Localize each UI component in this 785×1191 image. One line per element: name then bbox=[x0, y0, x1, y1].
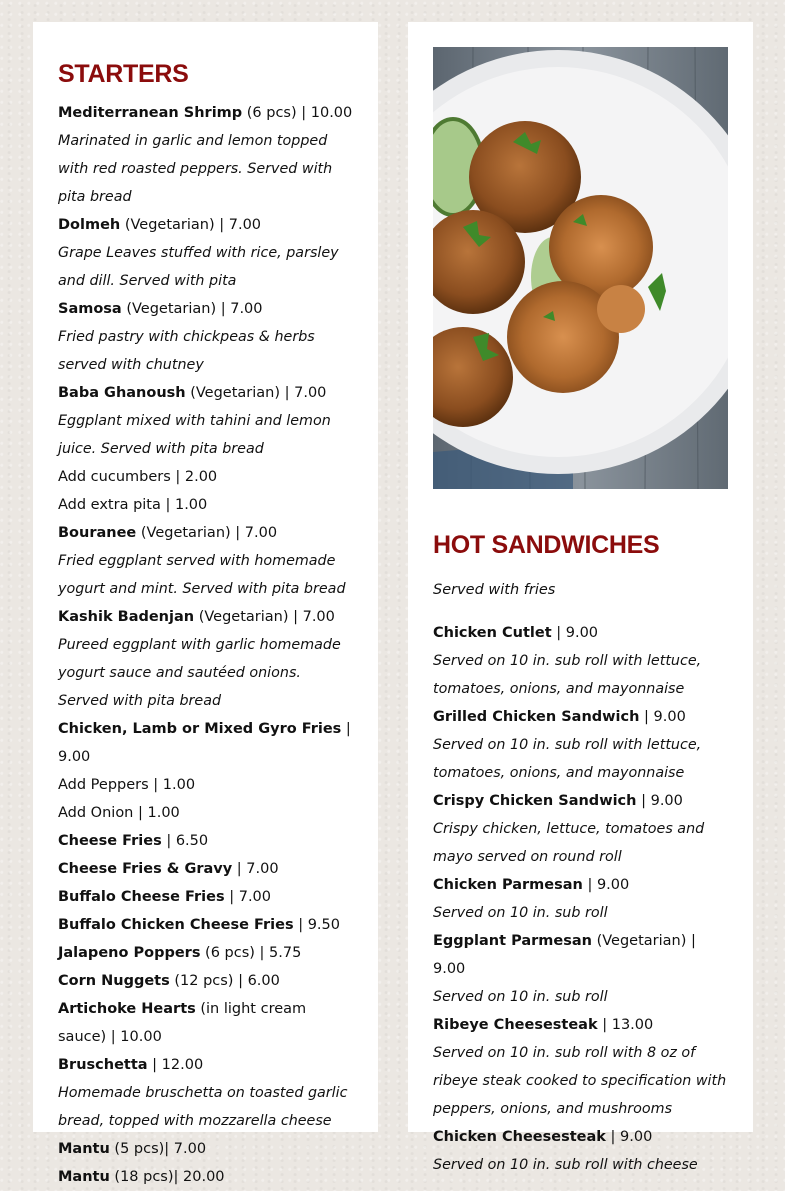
menu-item bbox=[58, 519, 353, 547]
menu-item-name: Chicken, Lamb or Mixed Gyro Fries bbox=[58, 721, 342, 737]
menu-item-price: (Vegetarian) | 7.00 bbox=[136, 525, 278, 541]
falafel-plate-photo bbox=[433, 47, 728, 489]
menu-item bbox=[58, 211, 353, 239]
menu-item-name: Chicken Cheesesteak bbox=[433, 1129, 606, 1145]
starters-panel bbox=[33, 22, 378, 1185]
menu-item bbox=[58, 715, 353, 771]
menu-item-description: Fried pastry with chickpeas & herbs served with chutney bbox=[58, 329, 315, 373]
menu-item-name: Chicken Cutlet bbox=[433, 625, 552, 641]
menu-item bbox=[58, 295, 353, 323]
menu-item-price: (6 pcs) | 5.75 bbox=[200, 945, 302, 961]
menu-item-price: | 6.50 bbox=[161, 833, 209, 849]
starters-heading: STARTERS bbox=[58, 60, 189, 88]
menu-item bbox=[58, 827, 353, 855]
menu-item-description: Served on 10 in. sub roll bbox=[433, 989, 608, 1005]
menu-item bbox=[58, 883, 353, 911]
menu-item bbox=[58, 995, 353, 1051]
menu-item bbox=[433, 871, 728, 899]
menu-item-description: Grape Leaves stuffed with rice, parsley and dill. Served with pita bbox=[58, 245, 339, 289]
menu-item bbox=[433, 619, 728, 647]
menu-item-price: | 9.00 bbox=[636, 793, 683, 809]
menu-item bbox=[58, 1163, 353, 1191]
menu-item bbox=[58, 379, 353, 407]
menu-item bbox=[433, 703, 728, 731]
menu-item-name: Ribeye Cheesesteak bbox=[433, 1017, 598, 1033]
menu-item-name: Bruschetta bbox=[58, 1057, 148, 1073]
menu-addon: Add Peppers | 1.00 bbox=[58, 777, 196, 793]
menu-item-price: (Vegetarian) | 7.00 bbox=[194, 609, 335, 625]
menu-item-description: Served on 10 in. sub roll with lettuce, tomatoes, onions, and mayonnaise bbox=[433, 737, 702, 781]
menu-item-price: (in light cream sauce) | 10.00 bbox=[58, 1001, 307, 1045]
menu-item-price: (12 pcs) | 6.00 bbox=[169, 973, 280, 989]
hot-sandwiches-panel bbox=[408, 22, 753, 1173]
menu-item-description: Pureed eggplant with garlic homemade yogurt sauce and sautéed onions. Served with pita bread bbox=[58, 637, 341, 709]
menu-item-price: | 9.00 bbox=[582, 877, 630, 893]
menu-item-price: (Vegetarian) | 7.00 bbox=[185, 385, 327, 401]
menu-item-description: Served on 10 in. sub roll bbox=[433, 905, 608, 921]
menu-item-name: Samosa bbox=[58, 301, 122, 317]
menu-item-name: Chicken Parmesan bbox=[433, 877, 583, 893]
menu-item-description: Eggplant mixed with tahini and lemon juice. Served with pita bread bbox=[58, 413, 331, 457]
menu-item-price: | 9.00 bbox=[58, 721, 351, 765]
menu-item-price: | 13.00 bbox=[597, 1017, 654, 1033]
menu-item-description: Marinated in garlic and lemon topped with red roasted peppers. Served with pita bread bbox=[58, 133, 333, 205]
menu-item-price: | 9.00 bbox=[551, 625, 599, 641]
menu-item-price: | 9.00 bbox=[639, 709, 686, 725]
menu-item bbox=[433, 927, 728, 983]
menu-item-name: Buffalo Chicken Cheese Fries bbox=[58, 917, 294, 933]
menu-item-description: Fried eggplant served with homemade yogurt and mint. Served with pita bread bbox=[58, 553, 346, 597]
menu-item-name: Dolmeh bbox=[58, 217, 121, 233]
falafel-plate-image bbox=[433, 47, 728, 489]
menu-item-description: Served on 10 in. sub roll with lettuce, tomatoes, onions, and mayonnaise bbox=[433, 653, 702, 697]
menu-item-name: Bouranee bbox=[58, 525, 137, 541]
menu-item-name: Grilled Chicken Sandwich bbox=[433, 709, 640, 725]
menu-item bbox=[58, 967, 353, 995]
menu-item-price: (Vegetarian) | 7.00 bbox=[120, 217, 262, 233]
menu-item-price: (6 pcs) | 10.00 bbox=[242, 105, 353, 121]
menu-item-name: Jalapeno Poppers bbox=[58, 945, 201, 961]
menu-item bbox=[58, 99, 353, 127]
menu-item-description: Served on 10 in. sub roll with 8 oz of ribeye steak cooked to specification with peppers, onions, and mushrooms bbox=[433, 1045, 727, 1117]
menu-item-price: | 9.50 bbox=[293, 917, 340, 933]
menu-addon: Add Onion | 1.00 bbox=[58, 805, 180, 821]
menu-item-name: Artichoke Hearts bbox=[58, 1001, 196, 1017]
menu-item-price: (18 pcs)| 20.00 bbox=[109, 1169, 225, 1185]
menu-item bbox=[58, 911, 353, 939]
menu-item-name: Baba Ghanoush bbox=[58, 385, 186, 401]
menu-item-name: Buffalo Cheese Fries bbox=[58, 889, 225, 905]
menu-item-price: (5 pcs)| 7.00 bbox=[109, 1141, 207, 1157]
starters-list bbox=[58, 99, 353, 1191]
menu-item-name: Mediterranean Shrimp bbox=[58, 105, 243, 121]
hot-sandwiches-heading: HOT SANDWICHES bbox=[433, 531, 660, 559]
menu-item bbox=[433, 1123, 728, 1151]
menu-item-name: Mantu bbox=[58, 1169, 110, 1185]
menu-item-name: Mantu bbox=[58, 1141, 110, 1157]
menu-item bbox=[58, 1051, 353, 1079]
menu-item-name: Corn Nuggets bbox=[58, 973, 170, 989]
menu-item-description: Crispy chicken, lettuce, tomatoes and mayo served on round roll bbox=[433, 821, 705, 865]
menu-item-price: | 7.00 bbox=[232, 861, 279, 877]
menu-item-name: Crispy Chicken Sandwich bbox=[433, 793, 637, 809]
menu-item bbox=[58, 1135, 353, 1163]
menu-item bbox=[58, 855, 353, 883]
hot-sandwiches-list bbox=[433, 619, 728, 1179]
menu-item-name: Kashik Badenjan bbox=[58, 609, 195, 625]
menu-item bbox=[58, 939, 353, 967]
menu-item bbox=[58, 603, 353, 631]
menu-item-price: | 12.00 bbox=[147, 1057, 204, 1073]
menu-item-name: Eggplant Parmesan bbox=[433, 933, 592, 949]
menu-item-name: Cheese Fries bbox=[58, 833, 162, 849]
menu-item bbox=[433, 787, 728, 815]
menu-addon: Add cucumbers | 2.00 bbox=[58, 469, 218, 485]
menu-item-name: Cheese Fries & Gravy bbox=[58, 861, 233, 877]
menu-item-price: (Vegetarian) | 7.00 bbox=[121, 301, 263, 317]
menu-item-price: (Vegetarian) | 9.00 bbox=[433, 933, 696, 977]
served-with-note: Served with fries bbox=[433, 582, 556, 598]
menu-item-price: | 7.00 bbox=[224, 889, 271, 905]
menu-item-price: | 9.00 bbox=[605, 1129, 653, 1145]
menu-item-description: Served on 10 in. sub roll with cheese bbox=[433, 1157, 698, 1173]
menu-addon: Add extra pita | 1.00 bbox=[58, 497, 208, 513]
menu-item-description: Homemade bruschetta on toasted garlic bread, topped with mozzarella cheese bbox=[58, 1085, 348, 1129]
menu-item bbox=[433, 1011, 728, 1039]
